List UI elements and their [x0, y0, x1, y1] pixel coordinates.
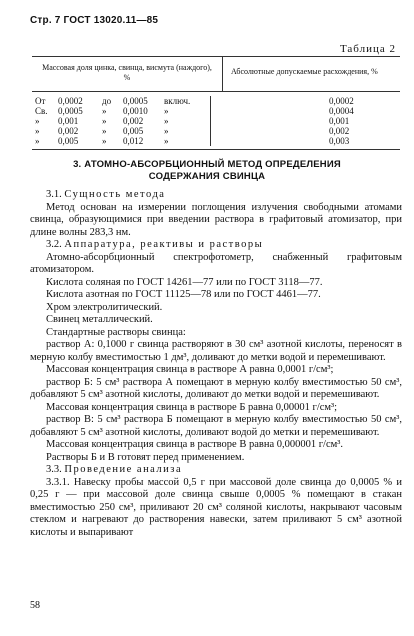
section-title-line2: СОДЕРЖАНИЯ СВИНЦА: [148, 171, 266, 182]
paragraph: Кислота соляная по ГОСТ 14261—77 или по ГОСТ 3118—77.: [46, 276, 323, 288]
page-header: Стр. 7 ГОСТ 13020.11—85: [30, 15, 159, 26]
subsection-heading: [30, 239, 402, 252]
table-body: [32, 92, 400, 149]
table-left-column: [32, 96, 211, 146]
page-number: 58: [30, 600, 40, 611]
paragraph: Массовая концентрация свинца в растворе Б равна 0,00001 г/см³;: [46, 401, 338, 413]
subsection-title: Проведение анализа: [64, 464, 183, 475]
paragraph: раствор А: 0,1000 г свинца растворяют в 30 см³ азотной кислоты, переносят в мерную колбу вместимостью 1 дм³, доливают до метки водой и перемешивают.: [30, 339, 402, 363]
range-prefix: »: [35, 126, 40, 136]
subsection-number: 3.2.: [46, 239, 62, 250]
tolerance-table: [32, 56, 400, 150]
range-to: 0,005: [123, 126, 144, 136]
range-from: 0,0005: [58, 106, 83, 116]
paragraph: Атомно-абсорбционный спектрофотометр, снабженный графитовым атомизатором.: [30, 251, 402, 275]
tolerance-value: 0,002: [329, 126, 350, 136]
table-row: [32, 106, 210, 116]
table-row: [32, 126, 210, 136]
paragraph: Метод основан на измерении поглощения излучения свободными атомами свинца, образующимися при введении раствора в графитовый атомизатор, при длине волны 283,3 нм.: [30, 201, 402, 238]
range-suffix: »: [164, 116, 169, 126]
range-to-word: »: [102, 126, 107, 136]
paragraph: Массовая концентрация свинца в растворе В равна 0,000001 г/см³.: [46, 439, 344, 450]
table-header-left: Массовая доля цинка, свинца, висмута (наждого), %: [32, 57, 223, 91]
range-prefix: От: [35, 96, 46, 106]
range-to-word: »: [102, 116, 107, 126]
range-suffix: »: [164, 136, 169, 146]
range-from: 0,002: [58, 126, 79, 136]
range-from: 0,001: [58, 116, 79, 126]
tolerance-value: 0,0002: [329, 96, 354, 106]
paragraph: Хром электролитический.: [46, 301, 163, 313]
table-row-tolerance: [211, 116, 400, 126]
table-row-tolerance: [211, 136, 400, 146]
range-to: 0,0005: [123, 96, 148, 106]
range-from: 0,0002: [58, 96, 83, 106]
subsection-title: Сущность метода: [64, 189, 166, 200]
table-row-tolerance: [211, 126, 400, 136]
tolerance-value: 0,001: [329, 116, 350, 126]
range-prefix: Св.: [35, 106, 48, 116]
subsection-heading: [30, 464, 402, 477]
subsection-number: 3.3.: [46, 464, 62, 475]
table-right-column: [211, 96, 400, 146]
table-caption: Таблица 2: [339, 43, 396, 55]
range-prefix: »: [35, 116, 40, 126]
paragraph: Стандартные растворы свинца:: [46, 326, 186, 338]
body-text: [30, 189, 402, 539]
table-row-tolerance: [211, 106, 400, 116]
range-to: 0,0010: [123, 106, 148, 116]
subsection-heading: [30, 189, 402, 202]
table-row: [32, 96, 210, 106]
range-suffix: »: [164, 126, 169, 136]
paragraph: Растворы Б и В готовят перед применением.: [46, 451, 245, 463]
range-prefix: »: [35, 136, 40, 146]
range-suffix: включ.: [164, 96, 191, 106]
range-to-word: »: [102, 136, 107, 146]
paragraph: 3.3.1. Навеску пробы массой 0,5 г при массовой доле свинца до 0,0005 % и 0,25 г — при массовой доле свинца свыше 0,0005 % помещают в стакан вместимостью 250 см³, приливают 20 см³ соляной кислоты, накрывают часовым стеклом и нагревают до растворения навески, затем приливают 5 см³ азотной кислоты и выпаривают: [30, 476, 402, 538]
range-to-word: »: [102, 106, 107, 116]
paragraph: Свинец металлический.: [46, 314, 153, 325]
range-from: 0,005: [58, 136, 79, 146]
table-header: [32, 57, 400, 92]
tolerance-value: 0,003: [329, 136, 350, 146]
subsection-number: 3.1.: [46, 189, 62, 200]
range-to: 0,012: [123, 136, 144, 146]
table-row-tolerance: [211, 96, 400, 106]
paragraph: раствор Б: 5 см³ раствора А помещают в мерную колбу вместимостью 50 см³, добавляют 5 см³ азотной кислоты, доливают до метки водой и перемешивают.: [30, 376, 402, 400]
paragraph: Кислота азотная по ГОСТ 11125—78 или по ГОСТ 4461—77.: [46, 289, 321, 300]
paragraph: раствор В: 5 см³ раствора Б помещают в мерную колбу вместимостью 50 см³, добавляют 5 см³ азотной кислоты, доливают водой до метки и перемешивают.: [30, 414, 402, 438]
range-to-word: до: [102, 96, 112, 106]
paragraph: Массовая концентрация свинца в растворе А равна 0,0001 г/см³;: [46, 364, 334, 375]
table-row: [32, 136, 210, 146]
subsection-title: Аппаратура, реактивы и растворы: [64, 239, 264, 250]
tolerance-value: 0,0004: [329, 106, 354, 116]
section-title: [0, 159, 414, 183]
table-header-right: Абсолютные допускаемые расхождения, %: [231, 67, 378, 76]
section-title-line1: 3. АТОМНО-АБСОРБЦИОННЫЙ МЕТОД ОПРЕДЕЛЕНИЯ: [73, 159, 341, 170]
range-to: 0,002: [123, 116, 144, 126]
table-row: [32, 116, 210, 126]
range-suffix: »: [164, 106, 169, 116]
